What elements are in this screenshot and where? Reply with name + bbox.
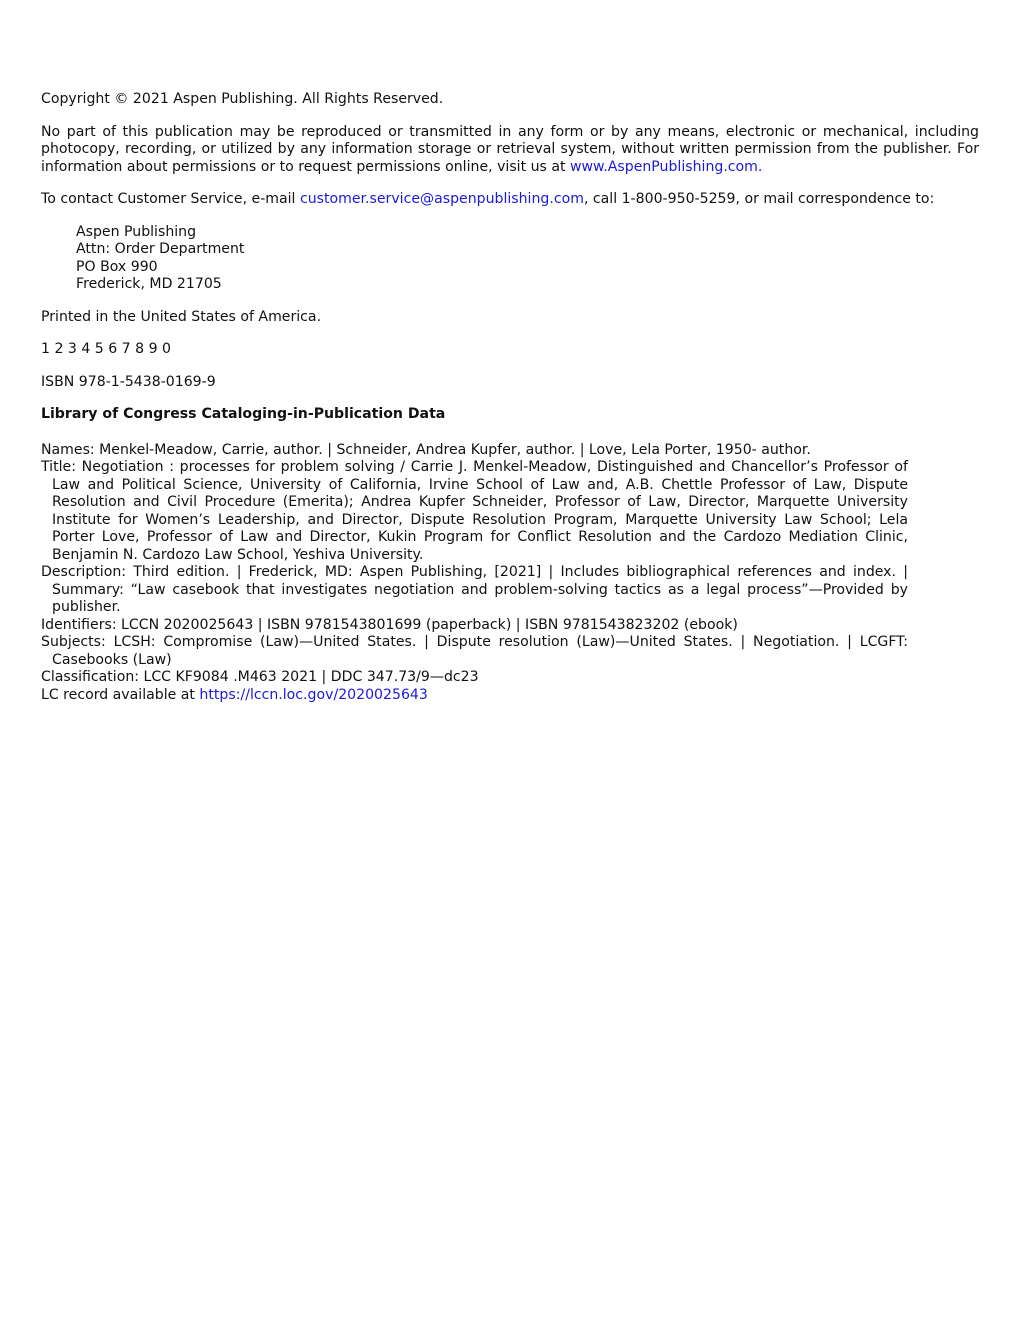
publisher-website-link[interactable]: www.AspenPublishing.com. — [570, 158, 763, 175]
address-line-1: Aspen Publishing — [76, 223, 197, 240]
address-line-3: PO Box 990 — [76, 258, 158, 275]
rights-statement — [41, 124, 979, 177]
address-line-4: Frederick, MD 21705 — [76, 276, 222, 292]
customer-service-contact — [41, 191, 979, 209]
cip-lc-record — [41, 687, 908, 705]
cip-title: Title: Negotiation : processes for problem solving / Carrie J. Menkel-Meadow, Distinguished and Chancellor’s Professor of Law and Political Science, University of California, Irvine School of Law and, A.B. Chettle Professor of Law, Dispute Resolution and Civil Procedure (Emerita); Andrea Kupfer Schneider, Professor of Law, Director, Marquette University Institute for Women’s Leadership, and Director, Dispute Resolution Program, Marquette University Law School; Lela Porter Love, Professor of Law and Director, Kukin Program for Conflict Resolution and the Cardozo Mediation Clinic, Benjamin N. Cardozo Law School, Yeshiva University. — [41, 459, 908, 563]
copyright-page — [41, 91, 979, 704]
address-line-2: Attn: Order Department — [76, 241, 245, 257]
cip-names: Names: Menkel-Meadow, Carrie, author. | Schneider, Andrea Kupfer, author. | Love, Lela Porter, 1950- author. — [41, 441, 811, 458]
cip-subjects: Subjects: LCSH: Compromise (Law)—United States. | Dispute resolution (Law)—United States. | Negotiation. | LCGFT: Casebooks (Law) — [41, 634, 908, 668]
lc-record-prefix: LC record available at — [41, 686, 200, 703]
customer-service-email-link[interactable]: customer.service@aspenpublishing.com — [299, 191, 584, 207]
rights-text: No part of this publication may be reproduced or transmitted in any form or by any means, electronic or mechanical, including photocopy, recording, or utilized by any information storage or retrieval system, without written permission from the publisher. For information about permissions or to request permissions online, visit us at — [41, 123, 979, 175]
cip-description: Description: Third edition. | Frederick, MD: Aspen Publishing, [2021] | Includes bibliographical references and index. | Summary: “Law casebook that investigates negotiation and problem-solving tactics as a legal process”—Provided by publisher. — [41, 564, 908, 615]
cip-heading: Library of Congress Cataloging-in-Publication Data — [41, 406, 446, 422]
cip-data-block — [41, 442, 908, 705]
mailing-address — [41, 224, 979, 294]
printed-in-notice: Printed in the United States of America. — [41, 308, 322, 325]
contact-prefix: To contact Customer Service, e-mail — [41, 191, 300, 207]
contact-suffix: , call 1-800-950-5259, or mail correspondence to: — [583, 191, 935, 207]
copyright-notice: Copyright © 2021 Aspen Publishing. All Rights Reserved. — [41, 91, 444, 107]
cip-classification: Classification: LCC KF9084 .M463 2021 | DDC 347.73/9—dc23 — [41, 669, 479, 685]
lc-record-link[interactable]: https://lccn.loc.gov/2020025643 — [199, 686, 428, 703]
isbn: ISBN 978-1-5438-0169-9 — [41, 373, 216, 390]
cip-identifiers: Identifiers: LCCN 2020025643 | ISBN 9781543801699 (paperback) | ISBN 9781543823202 (ebook) — [41, 616, 738, 633]
printing-number-line: 1 2 3 4 5 6 7 8 9 0 — [41, 341, 171, 357]
